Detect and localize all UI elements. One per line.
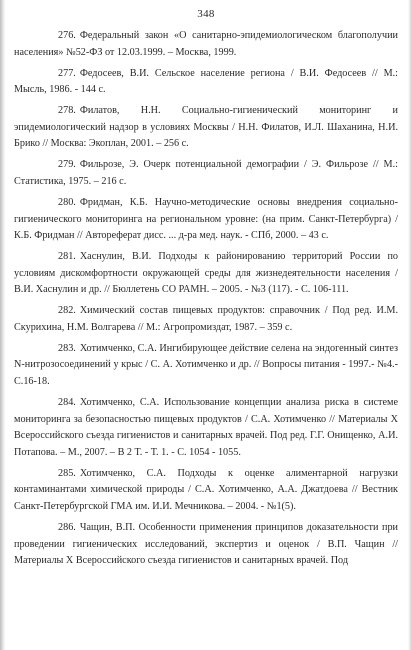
reference-number: 277. — [58, 67, 76, 79]
reference-item — [14, 341, 398, 391]
reference-text: Хотимченко, С.А. Использование концепции анализа риска в системе мониторинга за безопасностью пищевых продуктов / С.А. Хотимченко // Материалы X Всероссийского съезда гигиенистов и санитарных врачей. Под ред. Г.Г. Онищенко, А.И. Потапова. – М., 2007. – В 2 Т. - Т. 1. - С. 1054 - 1055. — [14, 397, 398, 458]
reference-item — [14, 249, 398, 299]
reference-item — [14, 395, 398, 461]
reference-item — [14, 157, 398, 190]
reference-number: 278. — [58, 105, 76, 117]
reference-number: 279. — [58, 159, 76, 171]
reference-number: 283. — [58, 342, 76, 354]
reference-item — [14, 103, 398, 153]
reference-item — [14, 28, 398, 61]
reference-number: 281. — [58, 251, 76, 263]
reference-text: Федеральный закон «О санитарно-эпидемиологическом благополучии населения» №52-ФЗ от 12.03.1999. – Москва, 1999. — [14, 30, 398, 58]
reference-number: 282. — [58, 305, 76, 317]
page-edge-right — [408, 0, 412, 650]
reference-number: 280. — [58, 196, 76, 208]
reference-number: 276. — [58, 30, 76, 41]
reference-number: 284. — [58, 397, 76, 408]
reference-item — [14, 66, 398, 99]
reference-text: Хотимченко, С.А. Подходы к оценке алиментарной нагрузки контаминантами химической природы / С.А. Хотимченко, А.А. Джатдоева // Вестник Санкт-Петербургской ГМА им. И.И. Мечникова. – 2004. - №1(5). — [14, 467, 398, 512]
reference-item — [14, 466, 398, 516]
reference-number: 285. — [58, 467, 76, 479]
reference-list — [14, 28, 398, 574]
reference-item — [14, 303, 398, 336]
page-edge-shadow — [0, 0, 6, 650]
reference-item — [14, 195, 398, 245]
reference-text: Химический состав пищевых продуктов: справочник / Под ред. И.М. Скурихина, Н.М. Волгарева // М.: Агропромиздат, 1987. – 359 с. — [14, 305, 398, 333]
page-number: 348 — [197, 8, 215, 20]
reference-text: Фильрозе, Э. Очерк потенциальной демографии / Э. Фильрозе // М.: Статистика, 1975. – 216 с. — [14, 159, 398, 187]
reference-text: Филатов, Н.Н. Социально-гигиенический мониторинг и эпидемиологический надзор в условиях Москвы / Н.Н. Филатов, И.Л. Шаханина, Н.И. Брико // Москва: Экоплан, 2001. – 256 с. — [14, 105, 398, 150]
reference-number: 286. — [58, 521, 76, 533]
reference-text: Федосеев, В.И. Сельское население региона / В.И. Федосеев // М.: Мысль, 1986. - 144 с. — [14, 67, 398, 96]
reference-text: Чащин, В.П. Особенности применения принципов доказательности при проведении гигиенических исследований, экспертиз и оценок / В.П. Чащин // Материалы X Всероссийского съезда гигиенистов и санитарных врачей. Под — [14, 521, 398, 567]
reference-item — [14, 520, 398, 570]
reference-text: Хотимченко, С.А. Ингибирующее действие селена на эндогенный синтез N-нитрозосоединений у крыс / С. А. Хотимченко и др. // Вопросы питания - 1997.- №4.- С.16-18. — [14, 342, 398, 388]
reference-text: Хаснулин, В.И. Подходы к районированию территорий России по условиям дискомфортности окружающей среды для жизнедеятельности населения / В.И. Хаснулин и др. // Бюллетень СО РАМН. – 2005. - №3 (117). - С. 106-111. — [14, 251, 398, 296]
reference-text: Фридман, К.Б. Научно-методические основы внедрения социально-гигиенического мониторинга на региональном уровне: (на прим. Санкт-Петербурга) / К.Б. Фридман // Автореферат дисс. ... д-ра мед. наук. - СПб, 2000. – 43 с. — [14, 196, 398, 242]
